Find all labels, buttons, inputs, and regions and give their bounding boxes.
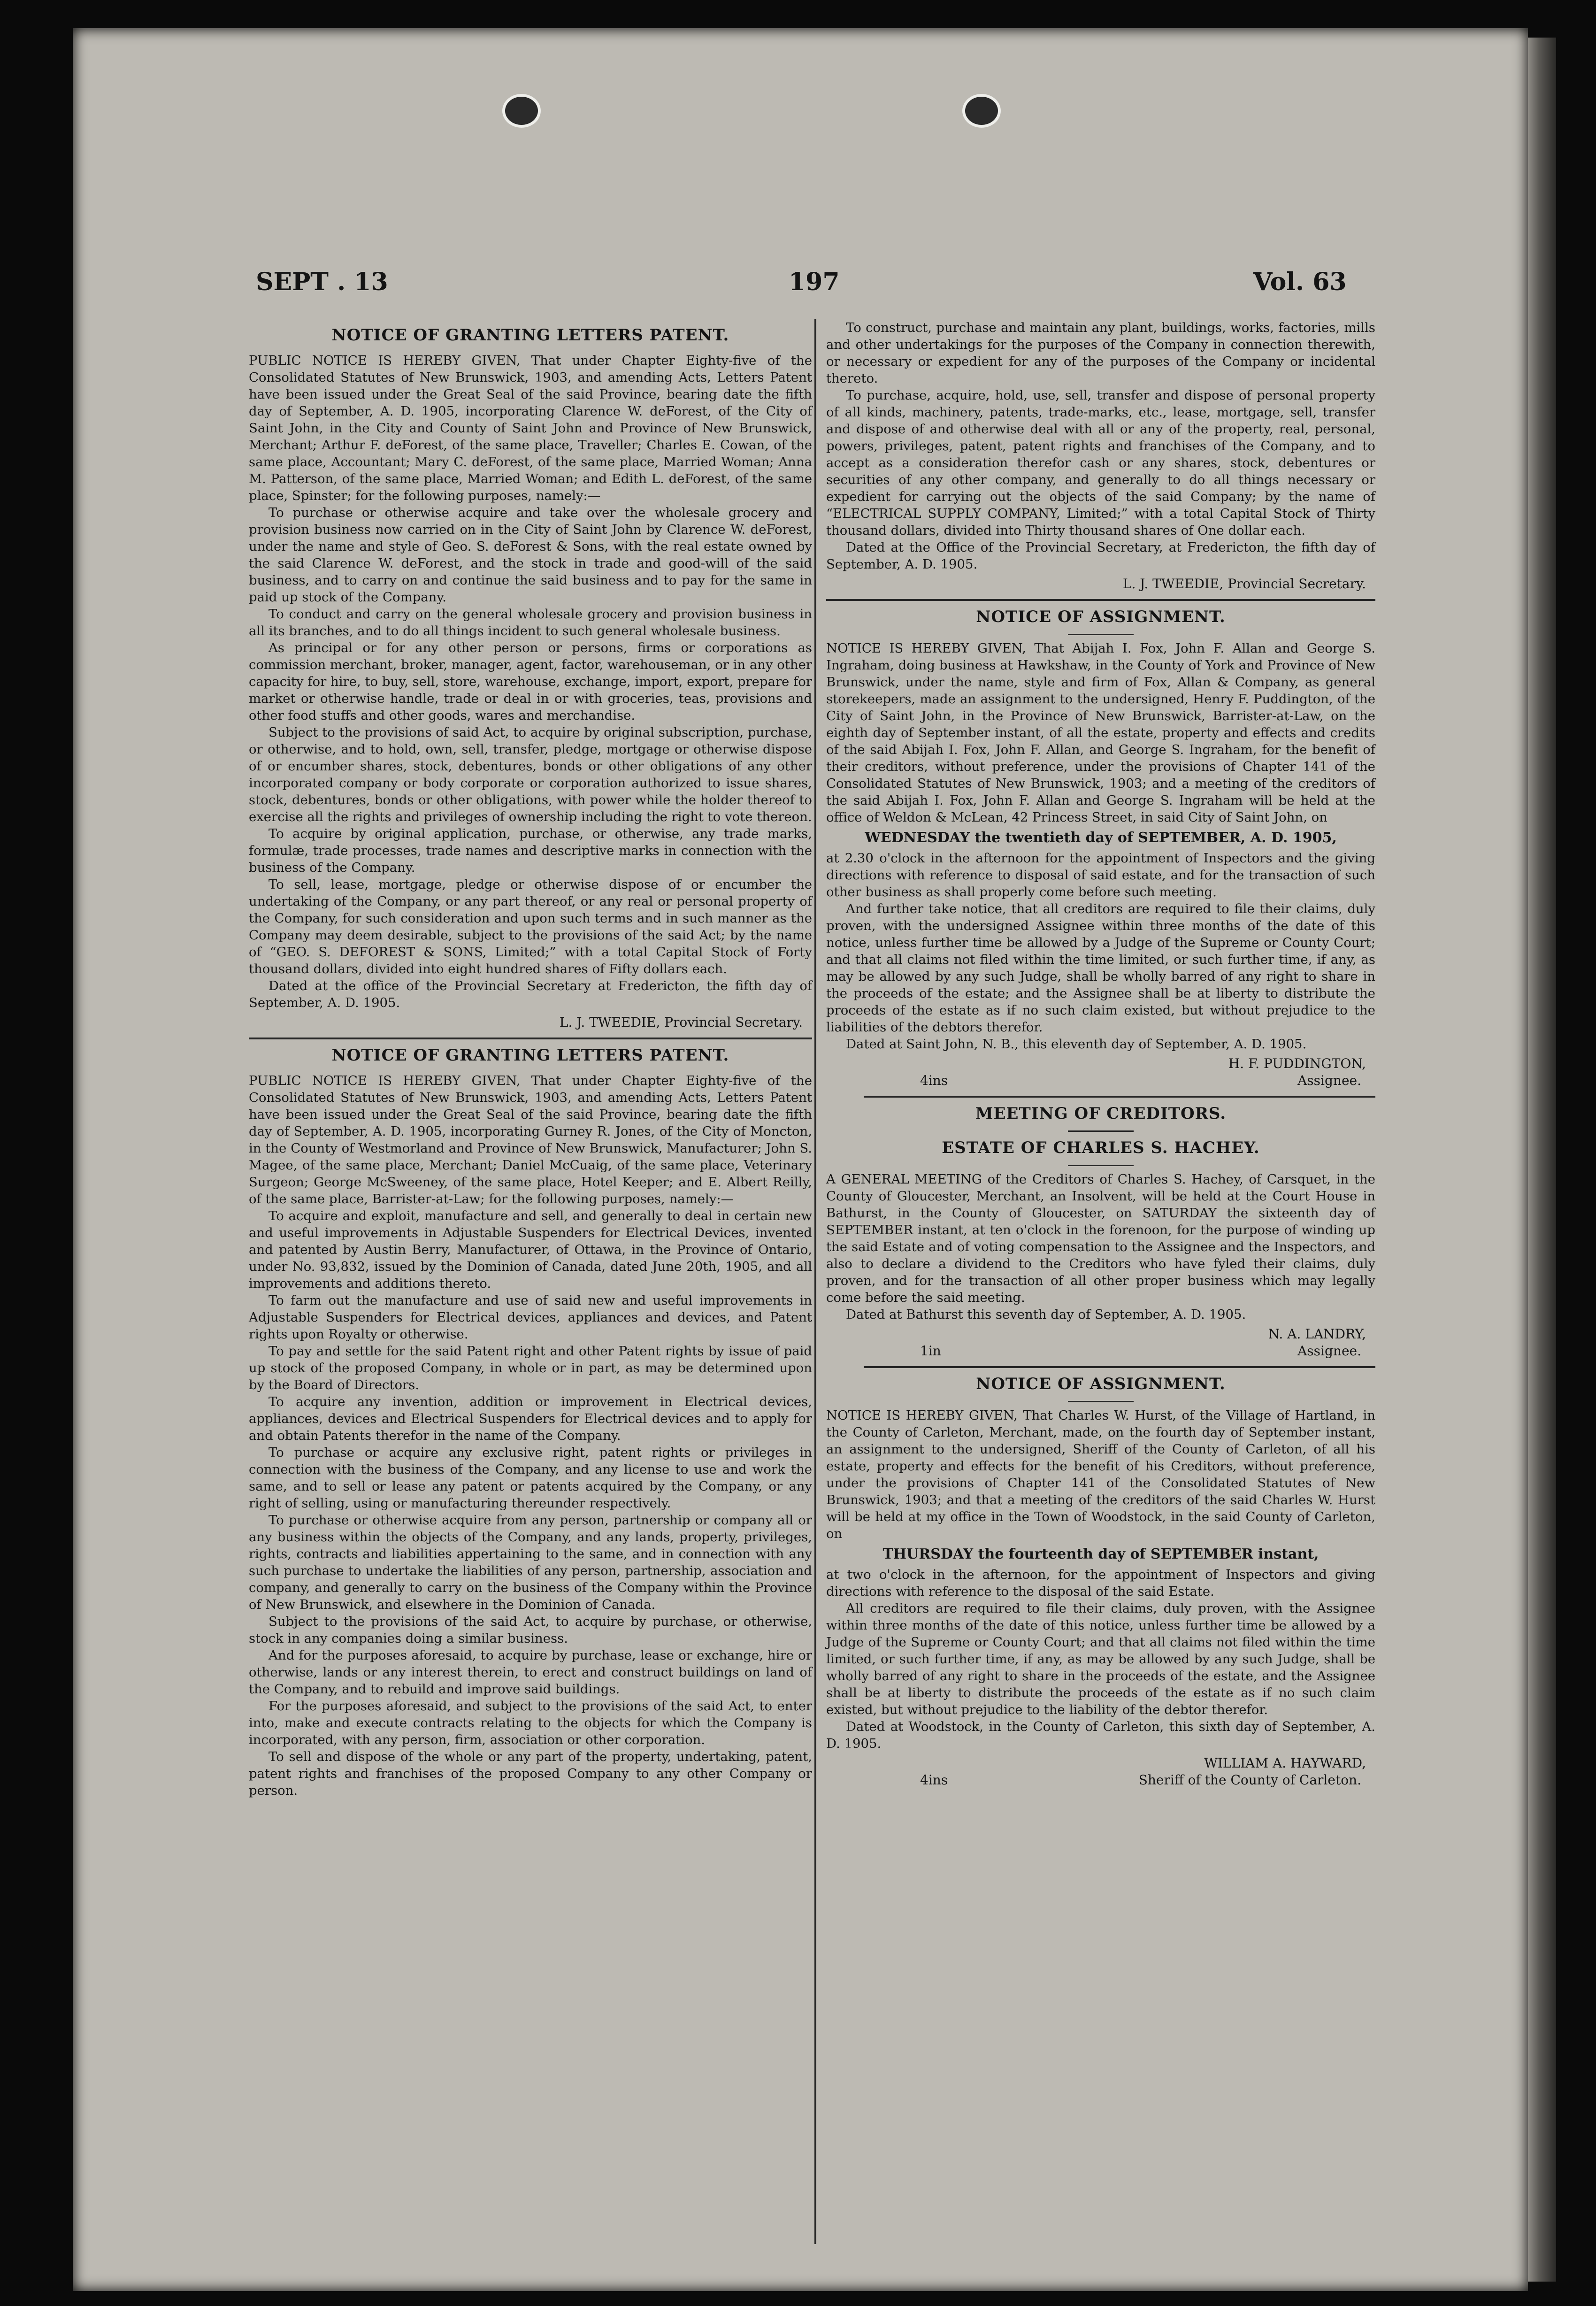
notice-assignment-fox-allan [826, 607, 1375, 1089]
notice-paragraph: PUBLIC NOTICE IS HEREBY GIVEN, That under Chapter Eighty-five of the Consolidated Statutes of New Brunswick, 1903, and amending Acts, Letters Patent have been issued under the Great Seal of the said Province, bearing date the fifth day of September, A. D. 1905, incorporating Clarence W. deForest, of the City of Saint John, in the City and County of Saint John and Province of New Brunswick, Merchant; Arthur F. deForest, of the same place, Traveller; Charles E. Cowan, of the same place, Accountant; Mary C. deForest, of the same place, Married Woman; Anna M. Patterson, of the same place, Married Woman; and Edith L. deForest, of the same place, Spinster; for the following purposes, namely:— [249, 353, 812, 503]
notice-paragraph: at two o'clock in the afternoon, for the appointment of Inspectors and giving directions with reference to the disposal of the said Estate. [826, 1567, 1375, 1599]
notice-paragraph: As principal or for any other person or persons, firms or corporations as commission merchant, broker, manager, agent, factor, warehouseman, or in any other capacity for hire, to buy, sell, store, warehouse, exchange, import, export, prepare for market or otherwise handle, trade or deal in or with groceries, teas, provisions and other food stuffs and other goods, wares and merchandise. [249, 640, 813, 723]
notice-paragraph: NOTICE IS HEREBY GIVEN, That Charles W. Hurst, of the Village of Hartland, in the County of Carleton, Merchant, made, on the fourth day of September instant, an assignment to the undersigned, Sheriff of the County of Carleton, of all his estate, property and effects for the benefit of his Creditors, without preference, under the provisions of Chapter 141 of the Consolidated Statutes of New Brunswick, 1903; and that a meeting of the creditors of the said Charles W. Hurst will be held at my office in the Town of Woodstock, in the said County of Carleton, on [826, 1408, 1375, 1541]
notice-meeting-creditors-hachey [826, 1104, 1375, 1360]
notice-paragraph: To sell, lease, mortgage, pledge or otherwise dispose of or encumber the undertaking of the Company, or any part thereof, or any real or personal property of the Company, for such consideration and upon such terms and in such manner as the Company may deem desirable, subject to the provisions of the said Act; by the name of “GEO. S. DEFOREST & SONS, Limited;” with a total Capital Stock of Forty thousand dollars, divided into eight hundred shares of Fifty dollars each. [249, 877, 812, 976]
signer-role: Assignee. [1297, 1073, 1361, 1088]
notice-paragraph: And for the purposes aforesaid, to acquire by purchase, lease or exchange, hire or otherwise, lands or any interest therein, to erect and construct buildings on land of the Company, and to rebuild and improve said buildings. [249, 1648, 812, 1697]
notice-paragraph: All creditors are required to file their claims, duly proven, with the Assignee within three months of the date of this notice, unless further time be allowed by a Judge of the Supreme or County Court; and that all claims not filed within the time limited, or such further time, if any, as may be allowed by any such Judge, shall be wholly barred of any right to share in the proceeds of the estate, and the Assignee shall be at liberty to distribute the proceeds of the estate as if no such claim existed, but without prejudice to the liability of the debtor therefor. [826, 1601, 1375, 1717]
title-underline [1068, 1165, 1134, 1166]
notice-paragraph: Subject to the provisions of the said Act, to acquire by purchase, or otherwise, stock in any companies doing a similar business. [249, 1614, 812, 1646]
notice-letters-patent-deforest [249, 326, 812, 1031]
meeting-date: THURSDAY the fourteenth day of SEPTEMBER instant, [882, 1546, 1319, 1562]
notice-title: NOTICE OF GRANTING LETTERS PATENT. [331, 326, 729, 345]
notice-assignment-hurst [826, 1375, 1375, 1789]
notice-paragraph: Dated at the Office of the Provincial Secretary, at Fredericton, the fifth day of September, A. D. 1905. [826, 540, 1375, 572]
signer-role: Sheriff of the County of Carleton. [1138, 1772, 1361, 1788]
notice-signature: L. J. TWEEDIE, Provincial Secretary. [559, 1015, 803, 1030]
signer-name: N. A. LANDRY, [1268, 1326, 1366, 1342]
left-column [249, 319, 812, 1799]
header-volume: Vol. 63 [1253, 268, 1347, 296]
notice-paragraph: NOTICE IS HEREBY GIVEN, That Abijah I. Fox, John F. Allan and George S. Ingraham, doing business at Hawkshaw, in the County of York and Province of New Brunswick, under the name, style and firm of Fox, Allan & Company, as general storekeepers, made an assignment to the undersigned, Henry F. Puddington, of the City of Saint John, in the Province of New Brunswick, Barrister-at-Law, on the eighth day of September instant, of all the estate, property and effects and credits of the said Abijah I. Fox, John F. Allan, and George S. Ingraham, for the benefit of their creditors, without preference, under the provisions of Chapter 141 of the Consolidated Statutes of New Brunswick, 1903; and a meeting of the creditors of the said Abijah I. Fox, John F. Allan and George S. Ingraham will be held at the office of Weldon & McLean, 42 Princess Street, in said City of Saint John, on [826, 641, 1375, 825]
notice-paragraph: To acquire by original application, purchase, or otherwise, any trade marks, formulæ, trade processes, trade names and descriptive marks in connection with the business of the Company. [249, 826, 812, 875]
notice-paragraph: A GENERAL MEETING of the Creditors of Charles S. Hachey, of Carsquet, in the County of Gloucester, Merchant, an Insolvent, will be held at the Court House in Bathurst, in the County of Gloucester, on SATURDAY the sixteenth day of SEPTEMBER instant, at ten o'clock in the forenoon, for the purpose of winding up the said Estate and of voting compensation to the Assignee and the Inspectors, and also to declare a dividend to the Creditors who have fyled their claims, duly proven, and for the transaction of all other proper business which may legally come before the said meeting. [826, 1172, 1375, 1305]
notice-paragraph: To farm out the manufacture and use of said new and useful improvements in Adjustable Suspenders for Electrical devices, appliances and devices, and Patent rights upon Royalty or otherwise. [249, 1293, 812, 1342]
notice-paragraph: To purchase or acquire any exclusive right, patent rights or privileges in connection with the business of the Company, and any license to use and work the same, and to sell or lease any patent or patents acquired by the Company, or any right of selling, using or manufacturing thereunder respectively. [249, 1445, 812, 1511]
notice-paragraph: To purchase or otherwise acquire and take over the wholesale grocery and provision business now carried on in the City of Saint John by Clarence W. deForest, under the name and style of Geo. S. deForest & Sons, with the real estate owned by the said Clarence W. deForest, and the stock in trade and good-will of the said business, and to carry on and continue the said business and to pay for the same in paid up stock of the Company. [249, 505, 812, 605]
notice-separator [864, 1366, 1375, 1368]
title-underline [1068, 1130, 1134, 1132]
notice-paragraph: To acquire any invention, addition or improvement in Electrical devices, appliances, devices and Electrical Suspenders for Electrical devices and to apply for and obtain Patents therefor in the name of the Company. [249, 1394, 812, 1443]
header-page-number: 197 [789, 268, 840, 296]
header-date: SEPT . 13 [256, 268, 388, 296]
right-column [826, 319, 1375, 1789]
notice-paragraph: Dated at the office of the Provincial Secretary at Fredericton, the fifth day of September, A. D. 1905. [249, 978, 812, 1010]
insertion-count: 1in [920, 1343, 941, 1359]
notice-title: NOTICE OF ASSIGNMENT. [976, 607, 1226, 626]
notice-separator [864, 1096, 1375, 1098]
title-underline [1068, 1401, 1134, 1402]
binding-hole-left [502, 94, 541, 128]
column-divider [814, 319, 816, 2244]
insertion-count: 4ins [920, 1073, 948, 1088]
notice-paragraph: at 2.30 o'clock in the afternoon for the appointment of Inspectors and the giving directions with reference to disposal of said estate, and for the transaction of such other business as shall properly come before such meeting. [826, 851, 1375, 899]
notice-title: MEETING OF CREDITORS. [975, 1104, 1227, 1123]
signature-row [826, 1072, 1375, 1089]
notice-paragraph: To construct, purchase and maintain any plant, buildings, works, factories, mills and other undertakings for the purposes of the Company in connection therewith, or necessary or expedient for any of the purposes of the Company or incidental thereto. [826, 320, 1375, 386]
notice-paragraph: For the purposes aforesaid, and subject to the provisions of the said Act, to enter into, make and execute contracts relating to the objects for which the Company is incorporated, with any person, firm, association or other corporation. [249, 1699, 812, 1747]
notice-separator [826, 599, 1375, 601]
notice-letters-patent-electrical [249, 1046, 812, 1799]
notice-subtitle: ESTATE OF CHARLES S. HACHEY. [942, 1138, 1260, 1157]
notice-separator [249, 1038, 812, 1039]
signer-name: WILLIAM A. HAYWARD, [1204, 1755, 1366, 1771]
notice-title: NOTICE OF ASSIGNMENT. [976, 1375, 1226, 1393]
notice-paragraph: To sell and dispose of the whole or any part of the property, undertaking, patent, patent rights and franchises of the proposed Company to any other Company or person. [249, 1749, 812, 1798]
title-underline [1068, 634, 1134, 635]
notice-paragraph: Subject to the provisions of said Act, to acquire by original subscription, purchase, or otherwise, and to hold, own, sell, transfer, pledge, mortgage or otherwise dispose of or encumber shares, stock, debentures, bonds or other obligations of any other incorporated company or body corporate or corporation authorized to issue shares, stock, debentures, bonds or other obligations, with power while the holder thereof to exercise all the rights and privileges of ownership including the right to vote thereon. [249, 725, 812, 824]
notice-paragraph: Dated at Bathurst this seventh day of September, A. D. 1905. [846, 1307, 1246, 1322]
notice-paragraph: And further take notice, that all creditors are required to file their claims, duly proven, with the undersigned Assignee within three months of the date of this notice, unless further time be allowed by a Judge of the Supreme or County Court; and that all claims not filed within the time limited, or such further time, if any, as may be allowed by any such Judge, shall be wholly barred of any right to share in the proceeds of the estate; and the Assignee shall be at liberty to distribute the proceeds of the estate as if no such claim existed, but without prejudice to the liabilities of the debtors therefor. [826, 901, 1375, 1035]
page-edge [1528, 38, 1556, 2282]
signer-role: Assignee. [1297, 1343, 1361, 1359]
notice-paragraph: To pay and settle for the said Patent right and other Patent rights by issue of paid up stock of the proposed Company, in whole or in part, as may be determined upon by the Board of Directors. [249, 1344, 812, 1392]
notice-title: NOTICE OF GRANTING LETTERS PATENT. [331, 1046, 729, 1065]
signature-row [826, 1343, 1375, 1360]
meeting-date: WEDNESDAY the twentieth day of SEPTEMBER, A. D. 1905, [865, 830, 1337, 846]
notice-paragraph: To purchase or otherwise acquire from any person, partnership or company all or any business within the objects of the Company, and any lands, property, privileges, rights, contracts and liabilities appertaining to the same, and in connection with any such purchase to undertake the liabilities of any person, partnership, association and company, and generally to carry on the business of the Company within the Province of New Brunswick, and elsewhere in the Dominion of Canada. [249, 1513, 812, 1612]
signature-row [826, 1772, 1375, 1789]
notice-paragraph: Dated at Woodstock, in the County of Carleton, this sixth day of September, A. D. 1905. [826, 1719, 1375, 1751]
notice-paragraph: To purchase, acquire, hold, use, sell, transfer and dispose of personal property of all kinds, machinery, patents, trade-marks, etc., lease, mortgage, sell, transfer and dispose of and otherwise deal with all or any of the property, real, personal, powers, privileges, patent, patent rights and franchises of the Company, and to accept as a consideration therefor cash or any shares, stock, debentures or securities of any other company, and generally to do all things necessary or expedient for carrying out the objects of the said Company; by the name of “ELECTRICAL SUPPLY COMPANY, Limited;” with a total Capital Stock of Thirty thousand dollars, divided into Thirty thousand shares of One dollar each. [826, 388, 1375, 538]
notice-paragraph: Dated at Saint John, N. B., this eleventh day of September, A. D. 1905. [846, 1037, 1307, 1052]
signer-name: H. F. PUDDINGTON, [1228, 1056, 1366, 1071]
notice-signature: L. J. TWEEDIE, Provincial Secretary. [1122, 576, 1366, 592]
notice-paragraph: PUBLIC NOTICE IS HEREBY GIVEN, That under Chapter Eighty-five of the Consolidated Statutes of New Brunswick, 1903, and amending Acts, Letters Patent have been issued under the Great Seal of the said Province, bearing date the fifth day of September, A. D. 1905, incorporating Gurney R. Jones, of the City of Moncton, in the County of Westmorland and Province of New Brunswick, Manufacturer; John S. Magee, of the same place, Merchant; Daniel McCuaig, of the same place, Veterinary Surgeon; George McSweeney, of the same place, Hotel Keeper; and E. Albert Reilly, of the same place, Barrister-at-Law; for the following purposes, namely:— [249, 1073, 812, 1207]
binding-hole-right [962, 94, 1001, 128]
notice-paragraph: To conduct and carry on the general wholesale grocery and provision business in all its branches, and to do all things incident to such general wholesale business. [249, 607, 812, 638]
notice-paragraph: To acquire and exploit, manufacture and sell, and generally to deal in certain new and useful improvements in Adjustable Suspenders for Electrical Devices, invented and patented by Austin Berry, Manufacturer, of Ottawa, in the Province of Ontario, under No. 93,832, issued by the Dominion of Canada, dated June 20th, 1905, and all improvements and additions thereto. [249, 1208, 812, 1291]
insertion-count: 4ins [920, 1772, 948, 1788]
notice-continuation-electrical [826, 319, 1375, 592]
